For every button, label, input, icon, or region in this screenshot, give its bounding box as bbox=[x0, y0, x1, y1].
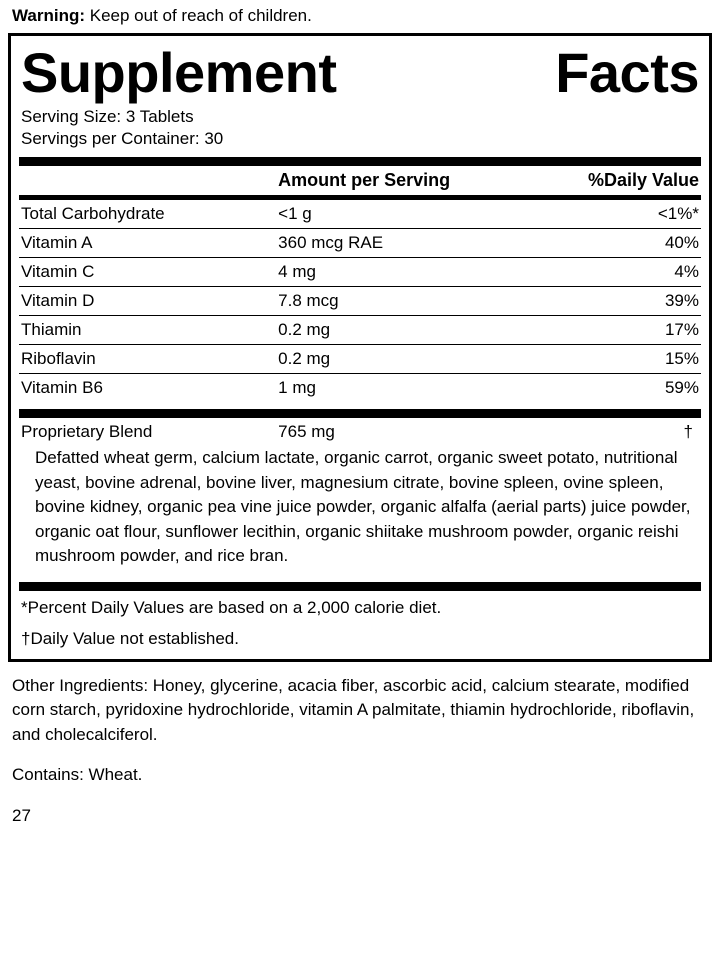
page-number: 27 bbox=[12, 806, 31, 825]
nutrient-dv: 17% bbox=[537, 316, 701, 345]
panel-title-right: Facts bbox=[555, 41, 699, 104]
blend-dv: † bbox=[683, 422, 693, 441]
nutrient-name: Vitamin D bbox=[19, 287, 278, 316]
nutrient-amount: 1 mg bbox=[278, 378, 316, 397]
proprietary-blend-table bbox=[19, 418, 701, 446]
warning-label: Warning: bbox=[12, 6, 86, 25]
header-nutrient bbox=[19, 166, 278, 195]
nutrient-name: Thiamin bbox=[19, 316, 278, 345]
footnote-daily-values: *Percent Daily Values are based on a 2,000 calorie diet. bbox=[21, 597, 442, 617]
nutrient-amount: 360 mcg RAE bbox=[278, 229, 537, 258]
panel-title-left: Supplement bbox=[21, 41, 337, 104]
nutrient-name: Vitamin C bbox=[19, 258, 278, 287]
warning-text: Keep out of reach of children. bbox=[85, 6, 312, 25]
nutrient-amount: 7.8 mcg bbox=[278, 287, 537, 316]
table-row bbox=[19, 258, 701, 287]
panel-title bbox=[19, 40, 701, 106]
nutrient-table bbox=[19, 200, 701, 402]
nutrient-name: Riboflavin bbox=[19, 345, 278, 374]
nutrient-dv: 15% bbox=[537, 345, 701, 374]
nutrient-name: Vitamin A bbox=[19, 229, 278, 258]
nutrient-dv: 39% bbox=[537, 287, 701, 316]
nutrient-amount: 0.2 mg bbox=[278, 345, 537, 374]
nutrient-amount: <1 g bbox=[278, 200, 537, 229]
footnote-dagger: †Daily Value not established. bbox=[21, 628, 239, 648]
blend-ingredients: Defatted wheat germ, calcium lactate, organic carrot, organic sweet potato, nutritional yeast, bovine adrenal, bovine liver, magnesium citrate, bovine spleen, ovine spleen, bovine kidney, organic pea vine juice powder, organic alfalfa (aerial parts) juice powder, organic oat flour, sunflower lecithin, organic shiitake mushroom powder, organic reishi mushroom powder, and rice bran. bbox=[35, 448, 691, 565]
rule-above-footnotes bbox=[19, 582, 701, 591]
blend-amount: 765 mg bbox=[278, 422, 335, 441]
table-header-row bbox=[19, 166, 701, 195]
table-row bbox=[19, 229, 701, 258]
nutrient-name: Total Carbohydrate bbox=[19, 200, 278, 229]
header-amount-per-serving: Amount per Serving bbox=[278, 170, 451, 190]
nutrient-dv: 4% bbox=[537, 258, 701, 287]
table-row bbox=[19, 374, 701, 403]
rule-above-blend bbox=[19, 409, 701, 418]
serving-size: Serving Size: 3 Tablets bbox=[21, 107, 194, 126]
table-row bbox=[19, 316, 701, 345]
warning-line bbox=[8, 0, 712, 33]
contains-statement: Contains: Wheat. bbox=[12, 765, 143, 784]
nutrient-dv: <1%* bbox=[537, 200, 701, 229]
table-row bbox=[19, 287, 701, 316]
table-row bbox=[19, 345, 701, 374]
nutrient-dv: 40% bbox=[537, 229, 701, 258]
supplement-facts-panel bbox=[8, 33, 712, 662]
facts-table bbox=[19, 166, 701, 195]
other-ingredients: Other Ingredients: Honey, glycerine, acacia fiber, ascorbic acid, calcium stearate, modified corn starch, pyridoxine hydrochloride, vitamin A palmitate, thiamin hydrochloride, riboflavin, and cholecalciferol. bbox=[12, 675, 695, 744]
header-daily-value: %Daily Value bbox=[587, 170, 699, 190]
nutrient-amount: 4 mg bbox=[278, 258, 537, 287]
blend-name: Proprietary Blend bbox=[21, 422, 153, 441]
rule-thick-top bbox=[19, 157, 701, 166]
servings-per-container: Servings per Container: 30 bbox=[21, 129, 224, 148]
table-row bbox=[19, 418, 701, 446]
nutrient-name: Vitamin B6 bbox=[21, 378, 103, 397]
nutrient-amount: 0.2 mg bbox=[278, 316, 537, 345]
table-row bbox=[19, 200, 701, 229]
nutrient-dv: 59% bbox=[664, 378, 699, 397]
